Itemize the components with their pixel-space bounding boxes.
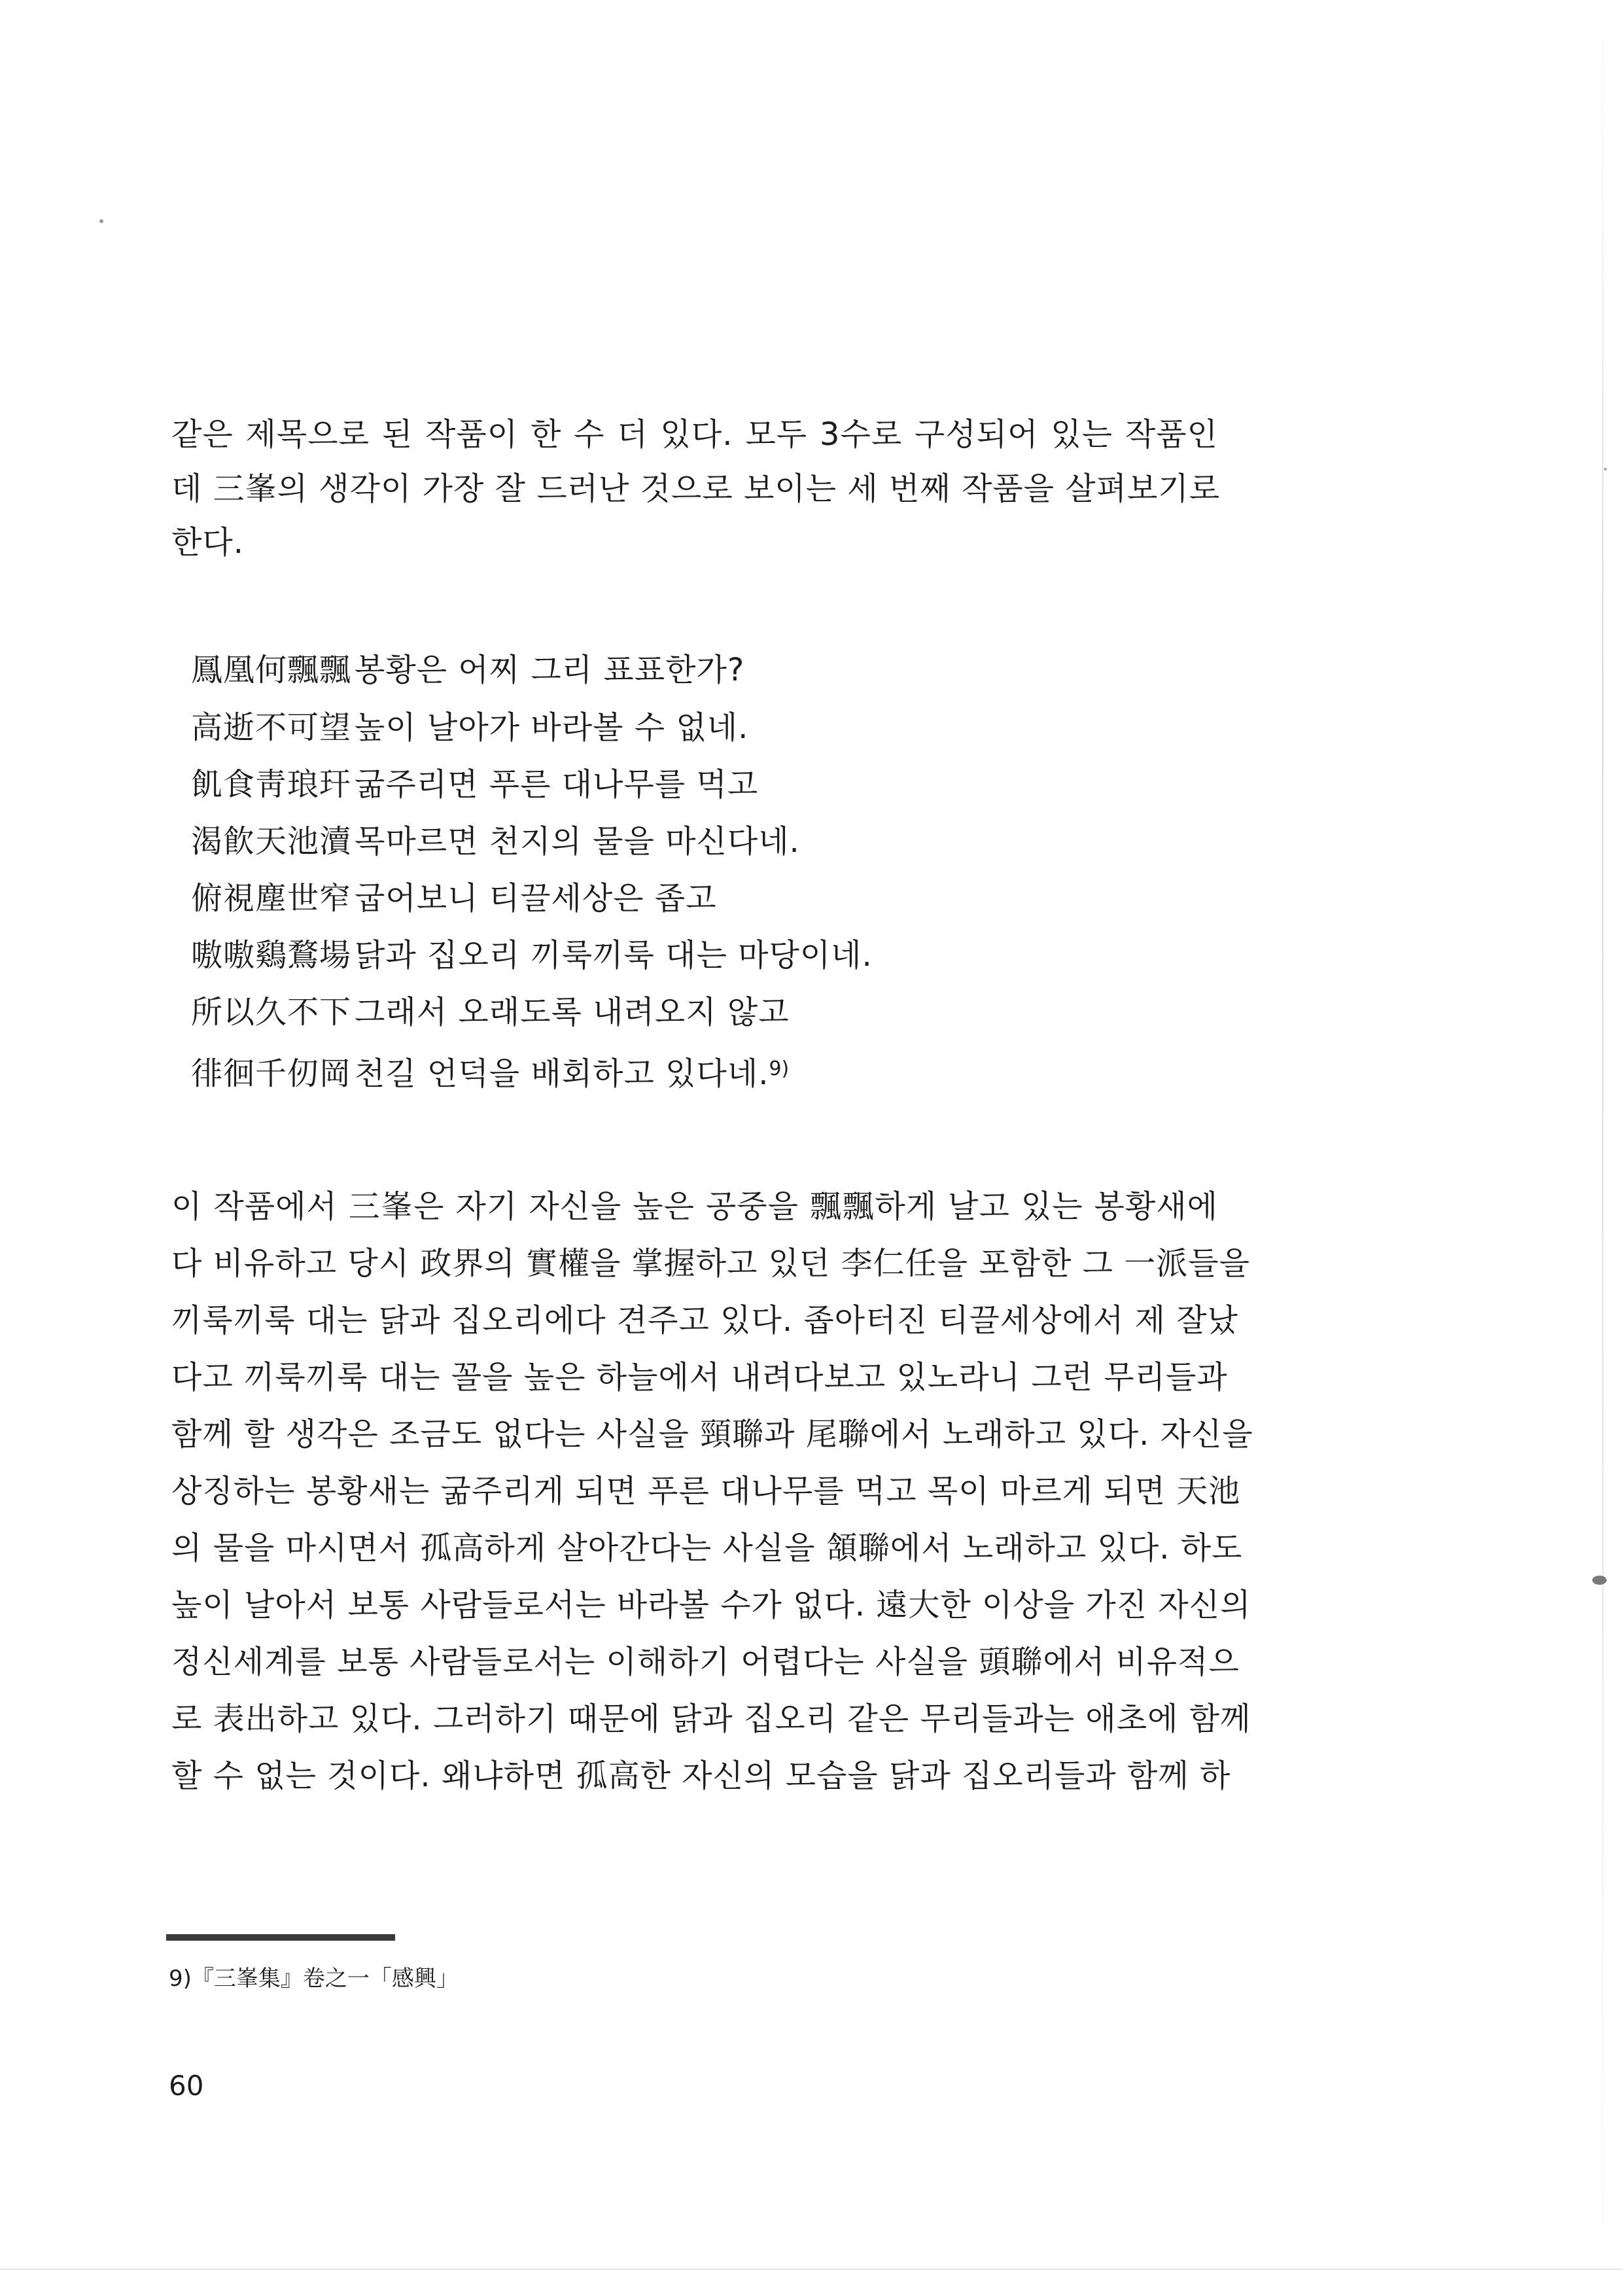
commentary-line: 함께 할 생각은 조금도 없다는 사실을 頸聯과 尾聯에서 노래하고 있다. 자신을 xyxy=(171,1416,1253,1453)
commentary-line: 다 비유하고 당시 政界의 實權을 掌握하고 있던 李仁任을 포함한 그 一派들을 xyxy=(171,1245,1250,1282)
poem-korean-line: 굽어보니 티끌세상은 좁고 xyxy=(355,880,717,917)
commentary-line: 상징하는 봉황새는 굶주리게 되면 푸른 대나무를 먹고 목이 마르게 되면 天池 xyxy=(171,1473,1241,1510)
poem-row xyxy=(191,936,873,974)
poem-hanja-line: 高逝不可望 xyxy=(191,709,352,746)
poem-row xyxy=(191,993,790,1031)
poem-korean-line: 닭과 집오리 끼룩끼룩 대는 마당이네. xyxy=(355,937,873,974)
poem-korean-line: 봉황은 어찌 그리 표표한가? xyxy=(355,652,745,688)
footnote: 9)『三峯集』卷之一「感興」 xyxy=(169,1966,459,1992)
commentary-line: 의 물을 마시면서 孤高하게 살아간다는 사실을 頷聯에서 노래하고 있다. 하도 xyxy=(171,1530,1243,1566)
poem-korean-line: 높이 날아가 바라볼 수 없네. xyxy=(355,709,749,746)
poem-hanja-line: 徘徊千仞岡 xyxy=(191,1055,352,1092)
intro-line: 한다. xyxy=(171,524,244,561)
poem-hanja-line: 俯視塵世窄 xyxy=(191,880,352,917)
scan-speck xyxy=(99,219,103,223)
poem-korean-line: 목마르면 천지의 물을 마신다네. xyxy=(355,823,800,860)
commentary-line: 높이 날아서 보통 사람들로서는 바라볼 수가 없다. 遠大한 이상을 가진 자신의 xyxy=(171,1587,1251,1623)
poem-hanja-line: 鳳凰何飄飄 xyxy=(191,652,352,688)
commentary-line: 다고 끼룩끼룩 대는 꼴을 높은 하늘에서 내려다보고 있노라니 그런 무리들과 xyxy=(171,1359,1228,1396)
footnote-marker[interactable]: 9) xyxy=(769,1057,790,1080)
page-number: 60 xyxy=(169,2070,204,2102)
poem-row xyxy=(191,651,744,689)
poem-row xyxy=(191,766,758,804)
poem-row xyxy=(191,709,748,747)
poem-hanja-line: 所以久不下 xyxy=(191,994,352,1031)
commentary-line: 이 작품에서 三峯은 자기 자신을 높은 공중을 飄飄하게 날고 있는 봉황새에 xyxy=(171,1188,1218,1225)
poem-row xyxy=(191,1050,789,1093)
intro-line: 같은 제목으로 된 작품이 한 수 더 있다. 모두 3수로 구성되어 있는 작품인 xyxy=(171,416,1218,453)
footnote-rule xyxy=(166,1934,395,1941)
scan-speck xyxy=(1592,1576,1607,1585)
poem-hanja-line: 嗷嗷鷄鶩場 xyxy=(191,937,352,974)
poem-hanja-line: 飢食靑琅玕 xyxy=(191,766,352,803)
scan-edge xyxy=(0,2269,1623,2270)
poem-row xyxy=(191,879,717,917)
scan-speck xyxy=(1604,468,1607,470)
poem-korean-line: 그래서 오래도록 내려오지 않고 xyxy=(355,994,790,1031)
intro-line: 데 三峯의 생각이 가장 잘 드러난 것으로 보이는 세 번째 작품을 살펴보기로 xyxy=(171,470,1221,507)
scan-edge xyxy=(1602,0,1603,2296)
commentary-line: 로 表出하고 있다. 그러하기 때문에 닭과 집오리 같은 무리들과는 애초에 함께 xyxy=(171,1701,1251,1737)
poem-korean-line: 굶주리면 푸른 대나무를 먹고 xyxy=(355,766,759,803)
commentary-line: 정신세계를 보통 사람들로서는 이해하기 어렵다는 사실을 頭聯에서 비유적으 xyxy=(171,1644,1240,1680)
poem-hanja-line: 渴飮天池瀆 xyxy=(191,823,352,860)
commentary-line: 끼룩끼룩 대는 닭과 집오리에다 견주고 있다. 좁아터진 티끌세상에서 제 잘났 xyxy=(171,1302,1238,1339)
commentary-line: 할 수 없는 것이다. 왜냐하면 孤高한 자신의 모습을 닭과 집오리들과 함께 하 xyxy=(171,1757,1231,1794)
poem-row xyxy=(191,822,800,860)
poem-korean-line: 천길 언덕을 배회하고 있다네. xyxy=(355,1055,769,1092)
